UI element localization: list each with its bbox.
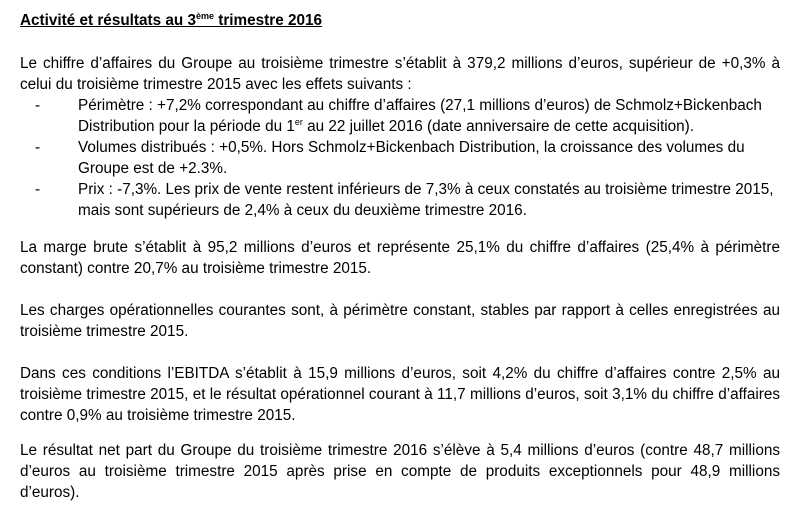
title-suffix: trimestre 2016 [214, 12, 322, 29]
list-item-text: Prix : -7,3%. Les prix de vente restent inférieurs de 7,3% à ceux constatés au troisième trimestre 2015, mais sont supérieurs de 2,4% à ceux du deuxième trimestre 2016. [78, 181, 774, 219]
section-title [20, 10, 322, 31]
bullet-dash: - [35, 181, 41, 198]
list-item-text: Volumes distribués : +0,5%. Hors Schmolz+Bickenbach Distribution, la croissance des volumes du Groupe est de +2.3%. [78, 139, 745, 177]
list-item-prix [20, 179, 780, 221]
list-item-perimetre [20, 95, 780, 137]
list-item-text-part2: au 22 juillet 2016 (date anniversaire de cette acquisition). [302, 118, 695, 135]
bullet-dash: - [35, 97, 41, 114]
bullet-dash: - [35, 139, 41, 156]
gross-margin-paragraph: La marge brute s’établit à 95,2 millions d’euros et représente 25,1% du chiffre d’affaires (25,4% à périmètre constant) contre 20,7% au troisième trimestre 2015. [20, 239, 780, 277]
effects-list [20, 95, 780, 221]
title-superscript: ème [195, 11, 214, 21]
list-item-superscript: er [294, 117, 303, 127]
operating-charges-paragraph: Les charges opérationnelles courantes sont, à périmètre constant, stables par rapport à celles enregistrées au troisième trimestre 2015. [20, 302, 780, 340]
list-item-text-part1: Périmètre : +7,2% correspondant au chiffre d’affaires (27,1 millions d’euros) de Schmolz+Bickenbach Distribution pour la période du 1 [78, 97, 762, 135]
list-item-volumes [20, 137, 780, 179]
intro-paragraph: Le chiffre d’affaires du Groupe au troisième trimestre s’établit à 379,2 millions d’euros, supérieur de +0,3% à celui du troisième trimestre 2015 avec les effets suivants : [20, 55, 780, 93]
net-result-paragraph: Le résultat net part du Groupe du troisième trimestre 2016 s’élève à 5,4 millions d’euros (contre 48,7 millions d’euros au troisième trimestre 2015 après prise en compte de produits exceptionnels pour 48,9 millions d’euros). [20, 442, 780, 501]
title-prefix: Activité et résultats au 3 [20, 12, 196, 29]
ebitda-paragraph: Dans ces conditions l’EBITDA s’établit à 15,9 millions d’euros, soit 4,2% du chiffre d’affaires contre 2,5% au troisième trimestre 2015, et le résultat opérationnel courant à 11,7 millions d’euros, soit 3,1% du chiffre d’affaires contre 0,9% au troisième trimestre 2015. [20, 365, 780, 424]
